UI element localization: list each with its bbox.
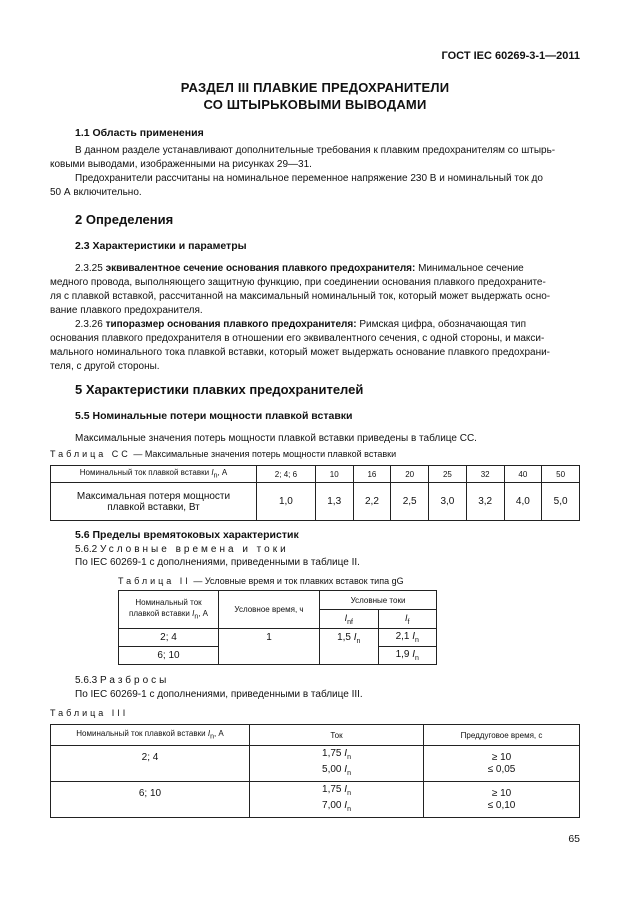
definition-2-3-26-line-2: основания плавкого предохранителя в отношении его эквивалентного сечения, с одной стороны, и макси- (50, 333, 545, 344)
table-cc-value: 2,2 (353, 483, 391, 521)
paragraph-1-1-line-1: В данном разделе устанавливают дополнительные требования к плавким предохранителям со штырь- (75, 145, 556, 156)
table-ii-header-inf: $I_{nf}$ (320, 610, 379, 629)
table-ii-header-if: $I_f$ (378, 610, 437, 629)
table-iii-header-time: Преддуговое время, с (424, 725, 580, 746)
paragraph-5-6-3: По IEC 60269-1 с дополнениями, приведенными в таблице III. (75, 689, 363, 700)
table-cc-current: 20 (391, 466, 429, 483)
definition-2-3-26-line-3: мального номинального тока плавкой вставки, который может выдержать основание плавкого предохрани- (50, 347, 551, 358)
table-cc-value: 1,0 (257, 483, 316, 521)
table-cc-value: 3,2 (466, 483, 504, 521)
table-cc-value: 5,0 (542, 483, 580, 521)
table-ii-if-value: 2,1 $I_n$ (378, 629, 437, 647)
table-cc-header-label: Номинальный ток плавкой вставки $I_n$, А (51, 466, 257, 483)
table-cc-caption: Таблица СС — Максимальные значения потерь мощности плавкой вставки (50, 449, 397, 459)
section-title-line-1: РАЗДЕЛ III ПЛАВКИЕ ПРЕДОХРАНИТЕЛИ (180, 80, 450, 95)
heading-5-6-2: 5.6.2 Условные времена и токи (75, 544, 289, 555)
table-iii-tok: 1,75 $I_n$ 7,00 $I_n$ (250, 782, 424, 818)
table-cc-current: 2; 4; 6 (257, 466, 316, 483)
definition-2-3-26-line-1: 2.3.26 типоразмер основания плавкого предохранителя: Римская цифра, обозначающая тип (75, 319, 527, 330)
table-ii-current: 2; 4 (119, 629, 219, 647)
table-cc-current: 32 (466, 466, 504, 483)
table-ii-header-current: Номинальный ток плавкой вставки $I_n$, А (119, 591, 219, 629)
heading-5-5: 5.5 Номинальные потери мощности плавкой вставки (75, 410, 353, 422)
table-cc-current: 10 (315, 466, 353, 483)
definition-2-3-25-line-3: ля с плавкой вставкой, рассчитанной на максимальный номинальный ток, который может выдержать осно- (50, 291, 551, 302)
table-cc-value: 2,5 (391, 483, 429, 521)
table-iii-caption: Таблица III (50, 708, 129, 718)
table-cc-current: 50 (542, 466, 580, 483)
table-iii-tok: 1,75 $I_n$ 5,00 $I_n$ (250, 746, 424, 782)
heading-1-1: 1.1 Область применения (75, 127, 204, 139)
table-cc-current: 40 (504, 466, 542, 483)
table-ii-caption: Таблица II — Условные время и ток плавких вставок типа gG (118, 576, 404, 586)
definition-2-3-25-line-4: вание плавкого предохранителя. (50, 305, 203, 316)
definition-2-3-25-line-1: 2.3.25 эквивалентное сечение основания плавкого предохранителя: Минимальное сечение (75, 263, 524, 274)
table-iii-current: 2; 4 (51, 746, 250, 782)
heading-5-6: 5.6 Пределы времятоковых характеристик (75, 529, 299, 541)
table-cc-value: 3,0 (429, 483, 467, 521)
table-iii (50, 724, 580, 818)
table-iii-header-tok: Ток (250, 725, 424, 746)
table-ii-current: 6; 10 (119, 647, 219, 665)
table-cc (50, 465, 580, 521)
table-ii (118, 590, 437, 665)
table-ii-header-currents: Условные токи (320, 591, 437, 610)
heading-5-6-3: 5.6.3 Разбросы (75, 675, 170, 686)
standard-header: ГОСТ IEC 60269-3-1—2011 (441, 50, 580, 62)
paragraph-5-5: Максимальные значения потерь мощности плавкой вставки приведены в таблице СС. (75, 433, 477, 444)
table-cc-value: 4,0 (504, 483, 542, 521)
table-cc-current: 16 (353, 466, 391, 483)
heading-5: 5 Характеристики плавких предохранителей (75, 382, 364, 397)
table-ii-if-value: 1,9 $I_n$ (378, 647, 437, 665)
definition-2-3-26-line-4: теля, с другой стороны. (50, 361, 160, 372)
paragraph-1-1-line-3: Предохранители рассчитаны на номинальное переменное напряжение 230 В и номинальный ток до (75, 173, 543, 184)
table-ii-time: 1 (219, 629, 320, 665)
heading-2-3: 2.3 Характеристики и параметры (75, 240, 247, 252)
paragraph-1-1-line-4: 50 А включительно. (50, 187, 142, 198)
section-title-line-2: СО ШТЫРЬКОВЫМИ ВЫВОДАМИ (203, 97, 427, 112)
table-ii-header-time: Условное время, ч (219, 591, 320, 629)
page-number: 65 (568, 833, 580, 845)
table-ii-inf-value: 1,5 $I_n$ (320, 629, 379, 665)
table-cc-row-label: Максимальная потеря мощности плавкой вставки, Вт (51, 483, 257, 521)
table-cc-current: 25 (429, 466, 467, 483)
heading-2: 2 Определения (75, 212, 174, 227)
table-iii-header-current: Номинальный ток плавкой вставки $I_n$, А (51, 725, 250, 746)
paragraph-5-6-2: По IEC 60269-1 с дополнениями, приведенными в таблице II. (75, 557, 360, 568)
definition-2-3-25-line-2: медного провода, выполняющего защитную функцию, при соединении основания плавкого предохраните- (50, 277, 546, 288)
table-iii-current: 6; 10 (51, 782, 250, 818)
table-iii-time: ≥ 10 ≤ 0,05 (424, 746, 580, 782)
paragraph-1-1-line-2: ковыми выводами, изображенными на рисунках 29—31. (50, 159, 312, 170)
table-iii-time: ≥ 10 ≤ 0,10 (424, 782, 580, 818)
table-cc-value: 1,3 (315, 483, 353, 521)
